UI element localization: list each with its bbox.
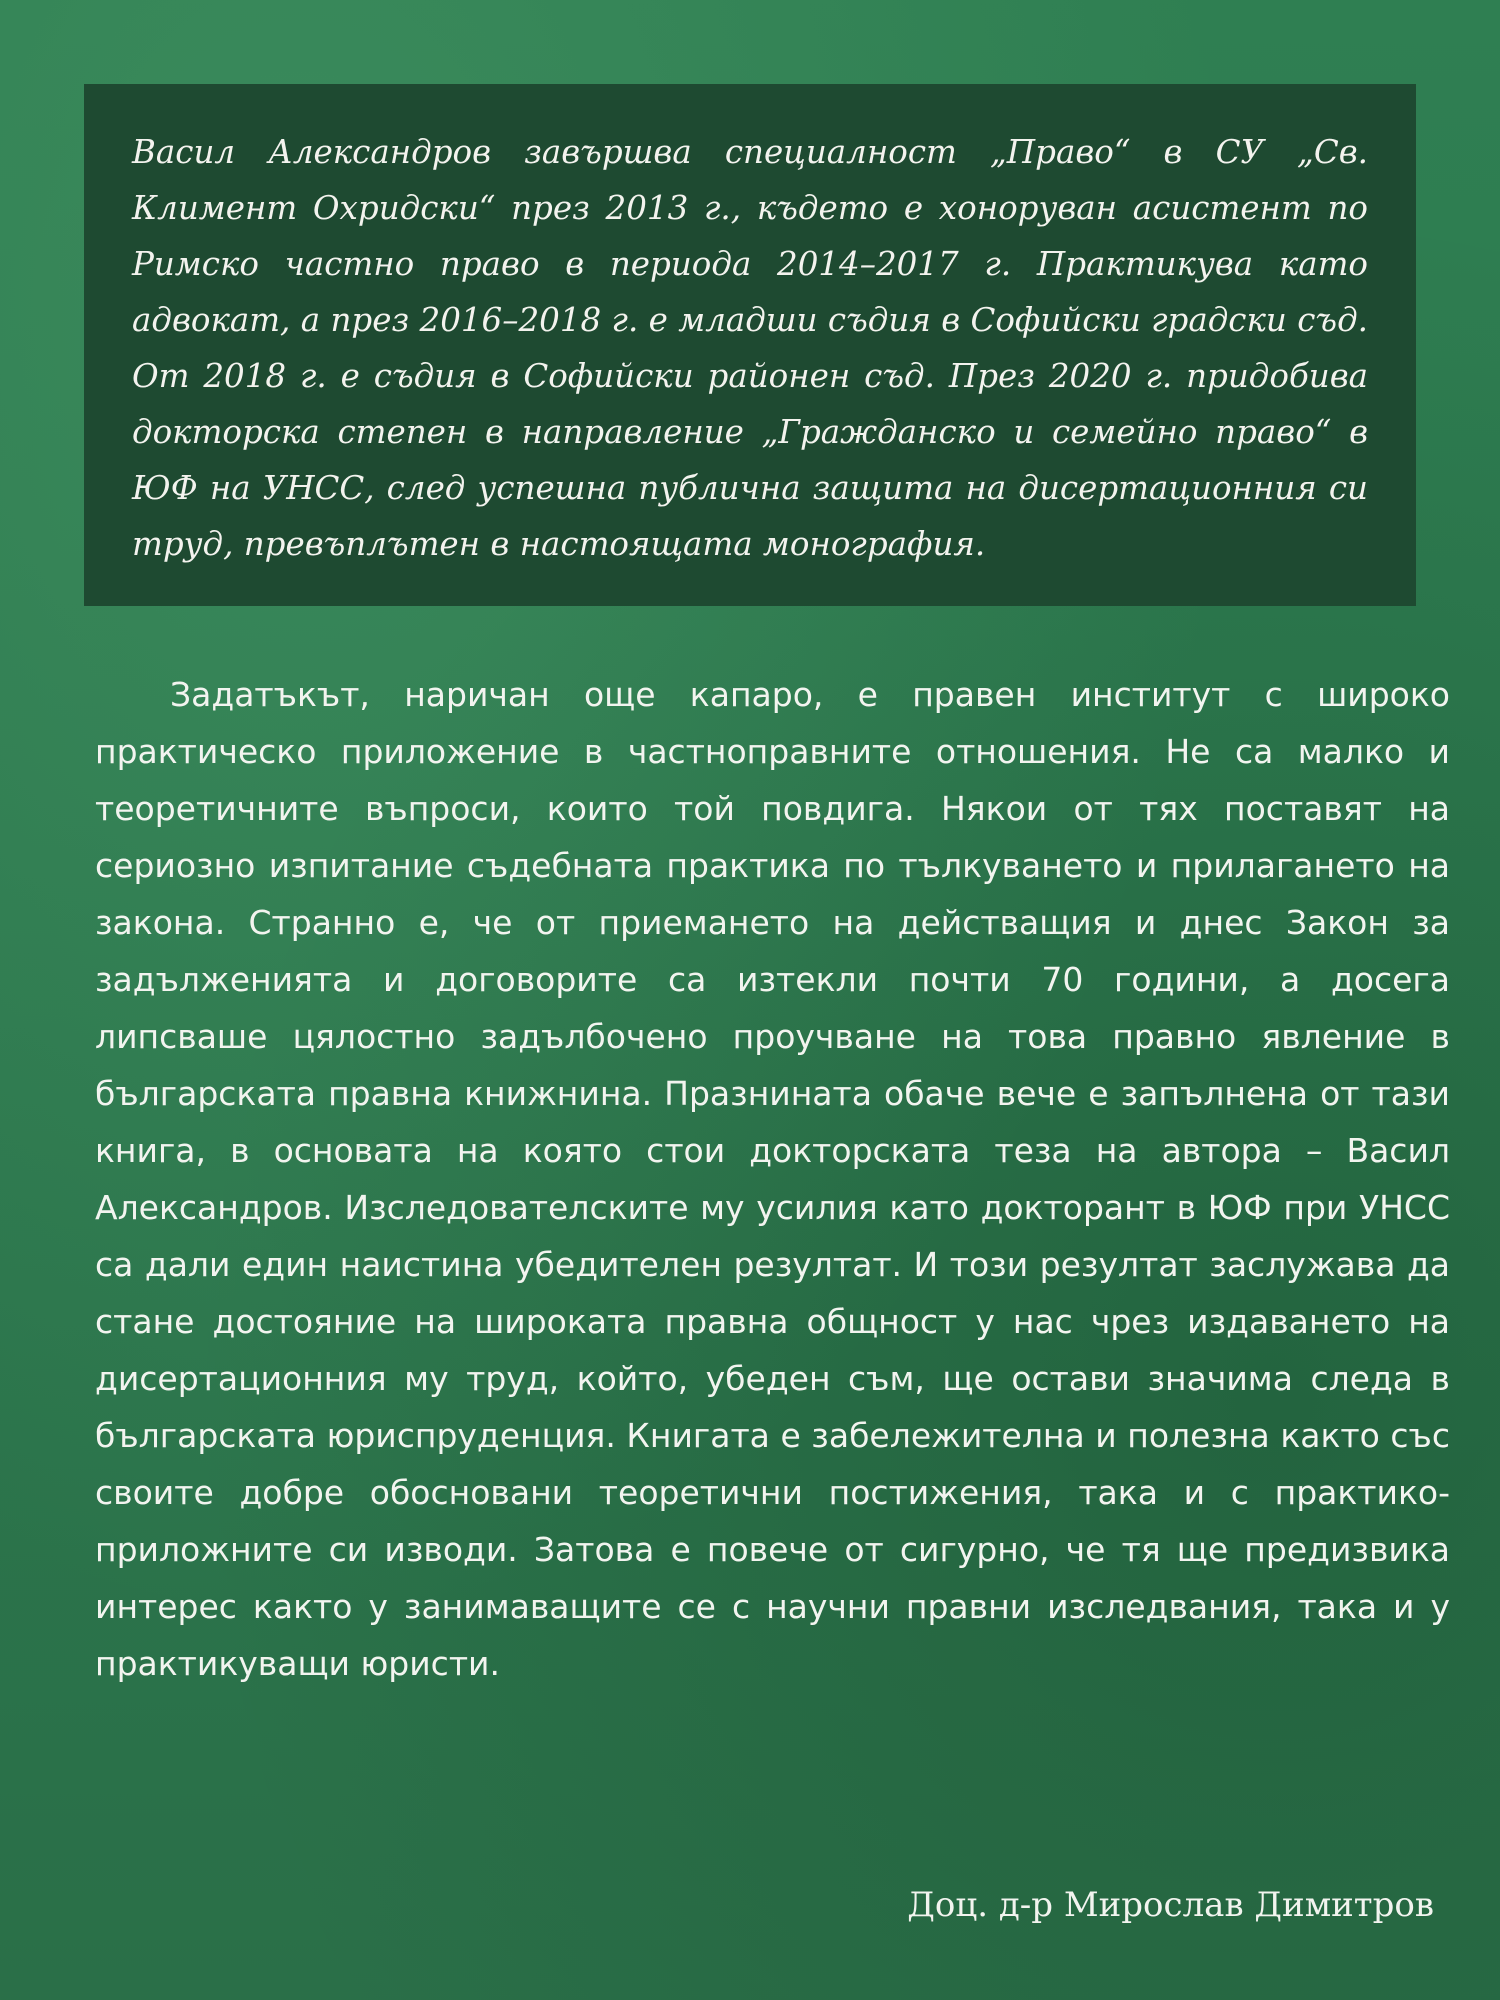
author-bio-box: [84, 84, 1416, 606]
reviewer-signature: Доц. д-р Мирослав Димитров: [907, 1885, 1434, 1925]
review-text: Задатъкът, наричан още капаро, е правен институт с широко практическо приложение в частноправните отношения. Не са малко и теоретичните въпроси, които той повдига. Някои от тях поставят на сериозно изпитание съдебната практика по тълкуването и прилагането на закона. Странно е, че от приемането на действащия и днес Закон за задълженията и договорите са изтекли почти 70 години, а досега липсваше цялостно задълбочено проучване на това правно явление в българската правна книжнина. Празнината обаче вече е запълнена от тази книга, в основата на която стои докторската теза на автора – Васил Александров. Изследователските му усилия като докторант в ЮФ при УНСС са дали един наистина убедителен резултат. И този резултат заслужава да стане достояние на широката правна общност у нас чрез издаването на дисертационния му труд, който, убеден съм, ще остави значима следа в българската юриспруденция. Книгата е забележителна и полезна както със своите добре обосновани теоретични постижения, така и с практико-приложните си изводи. Затова е повече от сигурно, че тя ще предизвика интерес както у занимаващите се с научни правни изследвания, така и у практикуващи юристи.: [95, 675, 1450, 1683]
author-bio-text: Васил Александров завършва специалност „Право“ в СУ „Св. Климент Охридски“ през 2013 г., където е хоноруван асистент по Римско частно право в периода 2014–2017 г. Практикува като адвокат, а през 2016–2018 г. е младши съдия в Софийски градски съд. От 2018 г. е съдия в Софийски районен съд. През 2020 г. придобива докторска степен в направление „Гражданско и семейно право“ в ЮФ на УНСС, след успешна публична защита на дисертационния си труд, превъплътен в настоящата монография.: [132, 133, 1368, 563]
